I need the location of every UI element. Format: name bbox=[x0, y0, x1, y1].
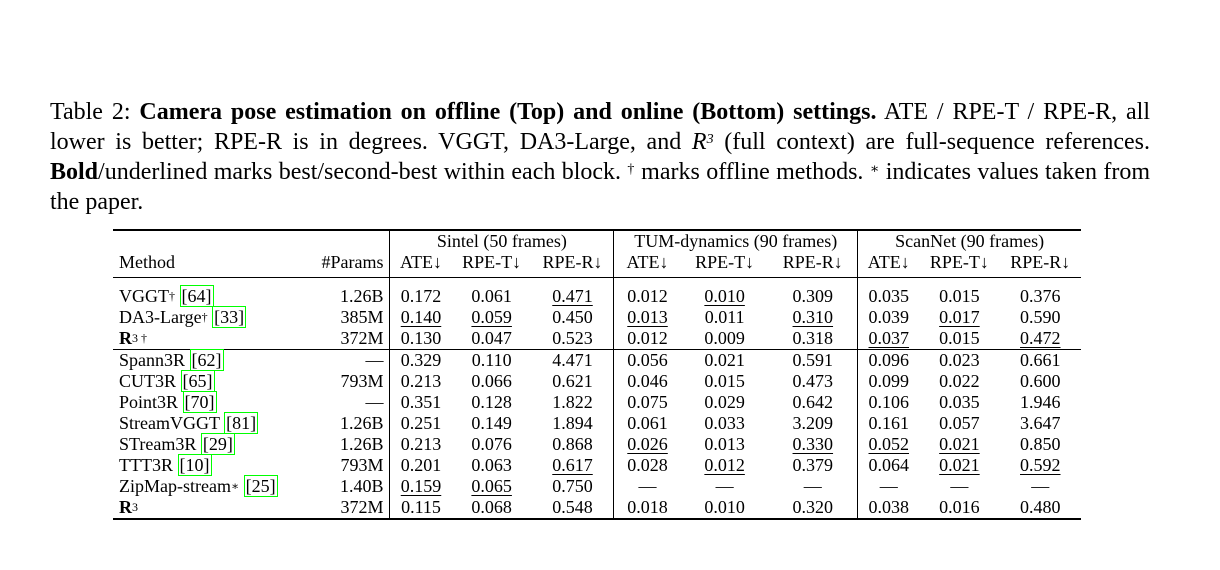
group-header-tum: TUM-dynamics (90 frames) bbox=[614, 230, 858, 252]
metric-header: ATE↓ bbox=[858, 252, 920, 278]
value-cell: 1.946 bbox=[1020, 392, 1061, 412]
value-cell: 0.376 bbox=[1000, 278, 1081, 308]
value-cell: 0.868 bbox=[552, 434, 593, 454]
group-header-scannet: ScanNet (90 frames) bbox=[858, 230, 1081, 252]
value-cell: 0.318 bbox=[792, 328, 834, 348]
value-cell: 0.016 bbox=[919, 497, 999, 519]
value-cell: 0.012 bbox=[614, 328, 681, 350]
value-cell: 1.822 bbox=[552, 392, 593, 412]
value-cell: 0.015 bbox=[919, 278, 999, 308]
table-row bbox=[113, 476, 1081, 497]
citation-link[interactable]: [33] bbox=[214, 307, 245, 327]
value-cell: 0.015 bbox=[704, 371, 745, 391]
value-cell: 0.037 bbox=[858, 328, 920, 350]
method-name: CUT3R [65] bbox=[119, 371, 213, 391]
value-cell: 0.600 bbox=[1020, 371, 1061, 391]
value-cell: 0.251 bbox=[390, 413, 452, 434]
value-cell: 0.021 bbox=[681, 350, 769, 372]
value-cell: 0.028 bbox=[614, 455, 681, 476]
value-cell: 0.017 bbox=[939, 307, 980, 327]
params-cell: 1.40B bbox=[339, 476, 384, 496]
params-cell: 1.26B bbox=[339, 413, 384, 433]
metric-header: RPE-T↓ bbox=[462, 252, 522, 272]
value-cell: 0.309 bbox=[768, 278, 857, 308]
method-name: TTT3R [10] bbox=[119, 455, 210, 475]
params-cell: 1.26B bbox=[306, 278, 390, 308]
value-cell: 0.115 bbox=[390, 497, 452, 519]
value-cell: 0.023 bbox=[919, 350, 999, 372]
value-cell: 0.052 bbox=[858, 434, 920, 455]
value-cell: 0.099 bbox=[858, 371, 920, 392]
metric-header: RPE-R↓ bbox=[1010, 252, 1071, 272]
method-name: ZipMap-stream∗ [25] bbox=[119, 476, 276, 496]
table-row bbox=[113, 434, 1081, 455]
params-cell: 793M bbox=[340, 455, 384, 475]
value-cell: 0.021 bbox=[939, 455, 980, 475]
citation-link[interactable]: [70] bbox=[184, 392, 215, 412]
value-cell: 0.015 bbox=[939, 328, 980, 348]
caption-text-1: ATE / RPE-T / RPE-R, all lower is better; RPE-R is in degrees. VGGT, DA3-Large, and bbox=[50, 99, 1150, 155]
value-cell: 0.450 bbox=[552, 307, 593, 327]
value-cell: 0.010 bbox=[681, 497, 769, 519]
caption-label: Table 2: bbox=[50, 99, 131, 125]
citation-link[interactable]: [29] bbox=[202, 434, 233, 454]
value-cell: 0.329 bbox=[390, 350, 452, 372]
value-cell: 0.047 bbox=[471, 328, 512, 348]
value-cell: — bbox=[1031, 476, 1050, 496]
table-caption bbox=[50, 97, 1150, 217]
value-cell: 0.110 bbox=[452, 350, 532, 372]
value-cell: 0.065 bbox=[471, 476, 512, 496]
value-cell: 0.038 bbox=[858, 497, 920, 519]
results-table bbox=[113, 229, 1081, 520]
value-cell: 0.035 bbox=[858, 278, 920, 308]
value-cell: 0.076 bbox=[471, 434, 512, 454]
method-name: Spann3R [62] bbox=[113, 350, 306, 372]
method-name: StreamVGGT [81] bbox=[119, 413, 257, 433]
caption-r3: $R^3$ bbox=[691, 129, 714, 155]
value-cell: 0.750 bbox=[552, 476, 593, 496]
col-header-params: #Params bbox=[321, 252, 384, 272]
metric-header: ATE↓ bbox=[390, 252, 452, 278]
value-cell: 0.128 bbox=[471, 392, 512, 412]
group-header-sintel: Sintel (50 frames) bbox=[390, 230, 614, 252]
value-cell: 1.894 bbox=[552, 413, 593, 433]
value-cell: 0.022 bbox=[939, 371, 980, 391]
value-cell: 0.130 bbox=[390, 328, 452, 350]
params-cell: 1.26B bbox=[339, 434, 384, 454]
value-cell: 0.548 bbox=[532, 497, 614, 519]
caption-title: Camera pose estimation on offline (Top) and online (Bottom) settings. bbox=[139, 99, 877, 125]
value-cell: 0.320 bbox=[768, 497, 857, 519]
value-cell: 0.161 bbox=[858, 413, 920, 434]
value-cell: — bbox=[715, 476, 734, 496]
metric-header: RPE-T↓ bbox=[929, 252, 989, 272]
value-cell: 0.056 bbox=[614, 350, 681, 372]
value-cell: 0.075 bbox=[614, 392, 681, 413]
value-cell: 3.647 bbox=[1020, 413, 1061, 433]
metric-header: RPE-R↓ bbox=[542, 252, 603, 272]
value-cell: 0.159 bbox=[390, 476, 452, 497]
value-cell: 0.039 bbox=[858, 307, 920, 328]
value-cell: 0.064 bbox=[858, 455, 920, 476]
value-cell: — bbox=[803, 476, 822, 496]
value-cell: 0.012 bbox=[614, 278, 681, 308]
value-cell: 0.106 bbox=[858, 392, 920, 413]
table-row bbox=[113, 307, 1081, 328]
value-cell: 0.330 bbox=[792, 434, 834, 454]
caption-text-4: marks offline methods. bbox=[641, 159, 864, 185]
value-cell: 4.471 bbox=[532, 350, 614, 372]
citation-link[interactable]: [62] bbox=[191, 350, 222, 370]
value-cell: 0.473 bbox=[792, 371, 834, 391]
value-cell: 0.471 bbox=[532, 278, 614, 308]
citation-link[interactable]: [81] bbox=[226, 413, 257, 433]
table-row bbox=[113, 413, 1081, 434]
value-cell: 0.061 bbox=[452, 278, 532, 308]
value-cell: 0.850 bbox=[1020, 434, 1061, 454]
table-row bbox=[113, 278, 1081, 308]
params-cell: — bbox=[306, 350, 390, 372]
caption-text-2: (full context) are full-sequence references. bbox=[724, 129, 1150, 155]
value-cell: 0.013 bbox=[704, 434, 745, 454]
value-cell: 0.061 bbox=[614, 413, 681, 434]
caption-text-5: indicates values taken from the paper. bbox=[50, 159, 1151, 215]
value-cell: 0.172 bbox=[390, 278, 452, 308]
value-cell: 0.068 bbox=[452, 497, 532, 519]
value-cell: 0.046 bbox=[614, 371, 681, 392]
table-row bbox=[113, 350, 1081, 372]
value-cell: 0.018 bbox=[614, 497, 681, 519]
method-name: VGGT† [64] bbox=[113, 278, 306, 308]
citation-link[interactable]: [65] bbox=[182, 371, 213, 391]
value-cell: 0.063 bbox=[471, 455, 512, 475]
value-cell: 0.140 bbox=[390, 307, 452, 328]
caption-star: ∗ bbox=[869, 162, 880, 177]
value-cell: 0.661 bbox=[1000, 350, 1081, 372]
value-cell: 0.351 bbox=[390, 392, 452, 413]
value-cell: 0.059 bbox=[471, 307, 512, 327]
value-cell: 0.310 bbox=[792, 307, 834, 327]
caption-bold-word: Bold bbox=[50, 159, 99, 185]
value-cell: 0.213 bbox=[390, 371, 452, 392]
method-name: $R^3$ bbox=[113, 497, 306, 519]
value-cell: 0.591 bbox=[768, 350, 857, 372]
value-cell: 0.035 bbox=[939, 392, 980, 412]
caption-text-3: /underlined marks best/second-best within each block. bbox=[98, 159, 622, 185]
metric-header: RPE-T↓ bbox=[695, 252, 755, 272]
method-name: DA3-Large† [33] bbox=[119, 307, 245, 327]
value-cell: 0.012 bbox=[704, 455, 745, 475]
citation-link[interactable]: [64] bbox=[181, 286, 212, 306]
value-cell: 0.013 bbox=[614, 307, 681, 328]
table-row bbox=[113, 455, 1081, 476]
value-cell: — bbox=[858, 476, 920, 497]
value-cell: 0.472 bbox=[1020, 328, 1061, 348]
value-cell: 0.617 bbox=[552, 455, 593, 475]
params-cell: 372M bbox=[306, 497, 390, 519]
params-cell: — bbox=[365, 392, 384, 412]
value-cell: 0.010 bbox=[681, 278, 769, 308]
value-cell: 3.209 bbox=[792, 413, 834, 433]
value-cell: 0.096 bbox=[858, 350, 920, 372]
value-cell: 0.592 bbox=[1020, 455, 1061, 475]
value-cell: 0.033 bbox=[704, 413, 745, 433]
value-cell: — bbox=[614, 476, 681, 497]
citation-link[interactable]: [25] bbox=[245, 476, 276, 496]
metric-header: ATE↓ bbox=[614, 252, 681, 278]
value-cell: 0.026 bbox=[614, 434, 681, 455]
value-cell: 0.213 bbox=[390, 434, 452, 455]
table-row bbox=[113, 371, 1081, 392]
method-name: $R^{3 \dagger}$ bbox=[119, 328, 147, 348]
method-name: Point3R [70] bbox=[119, 392, 215, 412]
value-cell: 0.201 bbox=[390, 455, 452, 476]
table-row bbox=[113, 392, 1081, 413]
value-cell: 0.011 bbox=[704, 307, 745, 327]
value-cell: 0.642 bbox=[792, 392, 834, 412]
value-cell: 0.149 bbox=[471, 413, 512, 433]
value-cell: 0.021 bbox=[939, 434, 980, 454]
params-cell: 372M bbox=[340, 328, 384, 348]
value-cell: 0.590 bbox=[1020, 307, 1061, 327]
value-cell: 0.379 bbox=[792, 455, 834, 475]
value-cell: — bbox=[950, 476, 969, 496]
table-row bbox=[113, 497, 1081, 519]
table-row bbox=[113, 328, 1081, 350]
method-name: STream3R [29] bbox=[119, 434, 233, 454]
citation-link[interactable]: [10] bbox=[179, 455, 210, 475]
metric-header: RPE-R↓ bbox=[782, 252, 843, 272]
value-cell: 0.029 bbox=[704, 392, 745, 412]
value-cell: 0.523 bbox=[552, 328, 593, 348]
caption-dagger: † bbox=[627, 162, 635, 177]
value-cell: 0.057 bbox=[939, 413, 980, 433]
col-header-method: Method bbox=[119, 252, 175, 272]
value-cell: 0.480 bbox=[1000, 497, 1081, 519]
params-cell: 385M bbox=[340, 307, 384, 327]
params-cell: 793M bbox=[340, 371, 384, 391]
value-cell: 0.066 bbox=[471, 371, 512, 391]
value-cell: 0.009 bbox=[704, 328, 745, 348]
value-cell: 0.621 bbox=[552, 371, 593, 391]
